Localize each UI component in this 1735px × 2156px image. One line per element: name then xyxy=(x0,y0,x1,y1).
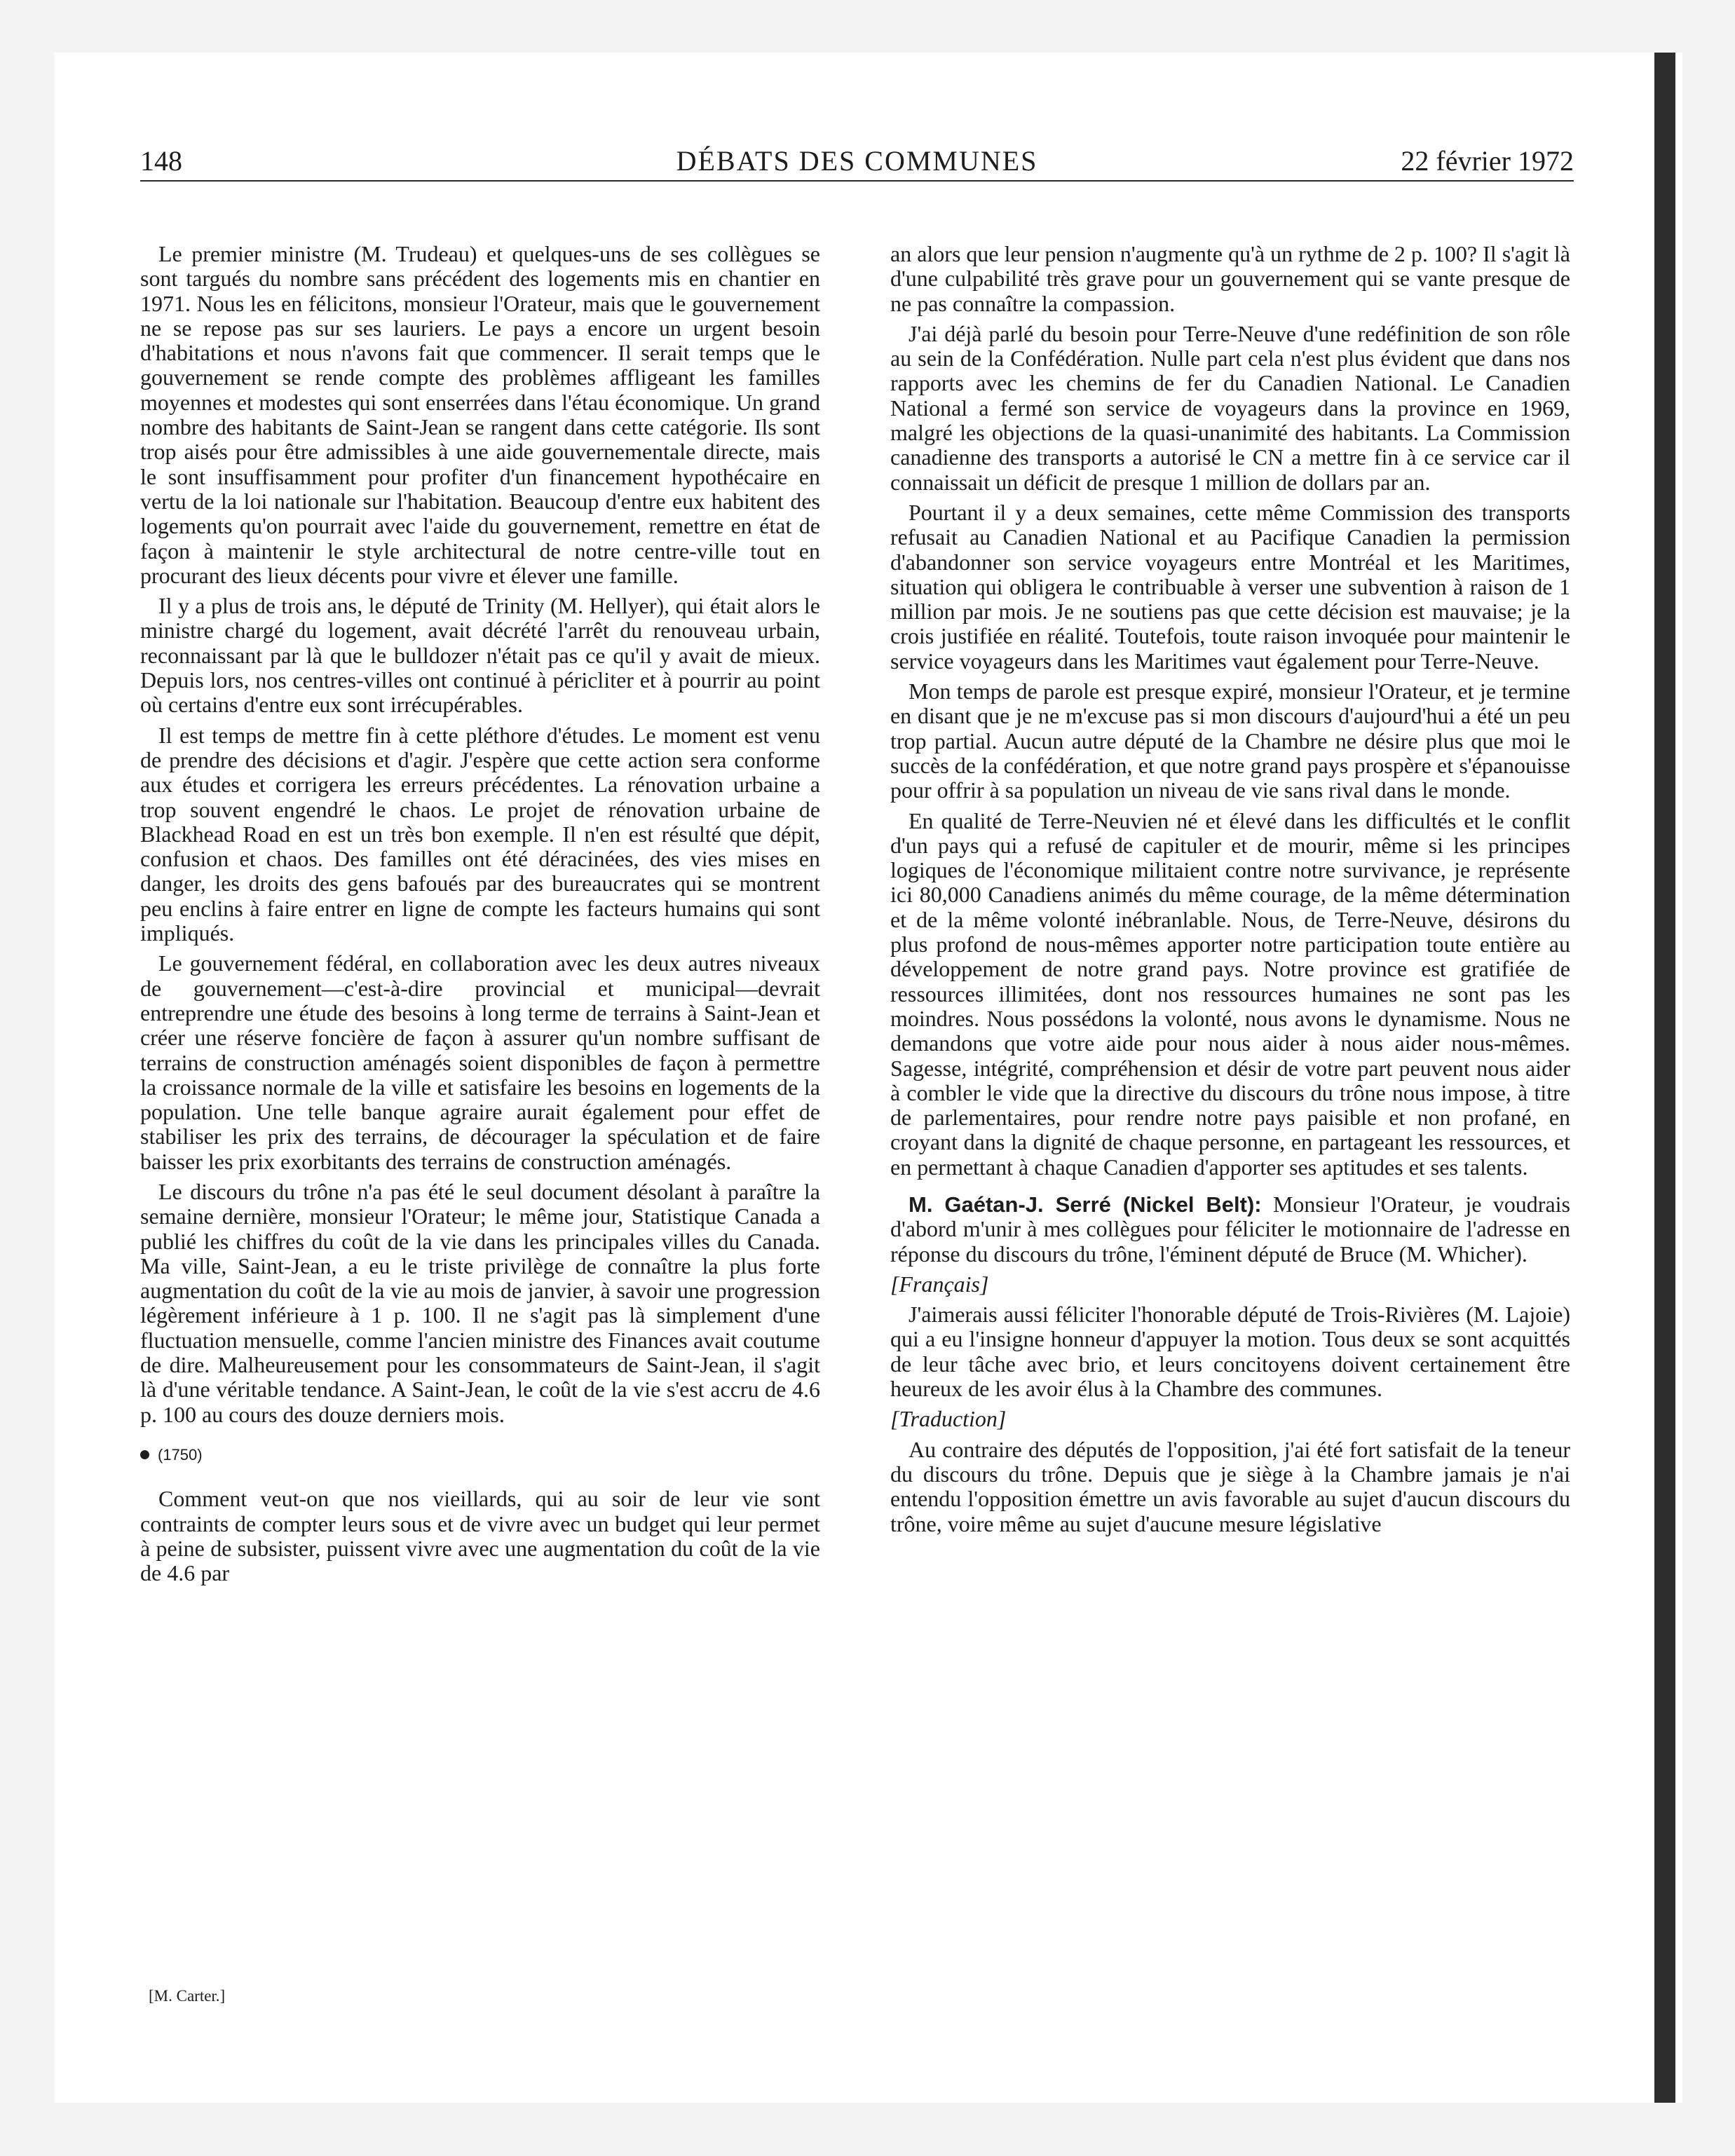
paragraph: J'aimerais aussi féliciter l'honorable député de Trois-Rivières (M. Lajoie) qui a eu l'insigne honneur d'appuyer la motion. Tous deux se sont acquittés de leur tâche avec brio, et leurs concitoyens doivent certainement être heureux de les avoir élus à la Chambre des communes. xyxy=(890,1302,1570,1402)
speaker-paragraph xyxy=(890,1192,1570,1267)
language-marker: [Français] xyxy=(890,1271,989,1297)
running-header xyxy=(140,144,1574,182)
paragraph: J'ai déjà parlé du besoin pour Terre-Neuve d'une redéfinition de son rôle au sein de la Confédération. Nulle part cela n'est plus évident que dans nos rapports avec les chemins de fer du Canadien National. Le Canadien National a fermé son service de voyageurs dans la province en 1969, malgré les objections de la quasi-unanimité des habitants. La Commission canadienne des transports a autorisé le CN a mettre fin à ce service car il connaissait un déficit de presque 1 million de dollars par an. xyxy=(890,320,1570,495)
left-column xyxy=(140,242,820,1591)
scan-border-bottom xyxy=(0,2103,1735,2156)
paragraph: an alors que leur pension n'augmente qu'à un rythme de 2 p. 100? Il s'agit là d'une culpabilité très grave pour un gouvernement qui se vante presque de ne pas connaître la compassion. xyxy=(890,241,1570,316)
paragraph: Le gouvernement fédéral, en collaboration avec les deux autres niveaux de gouvernement—c'est-à-dire provincial et municipal—devrait entreprendre une étude des besoins à long terme de terrains à Saint-Jean et créer une réserve foncière de façon à assurer qu'un nombre suffisant de terrains de construction aménagés soient disponibles de façon à permettre la croissance normale de la ville et satisfaire les besoins en logements de la population. Une telle banque agraire aurait également pour effet de stabiliser les prix des terrains, de décourager la spéculation et de faire baisser les prix exorbitants des terrains de construction aménagés. xyxy=(140,950,820,1174)
paragraph: Le premier ministre (M. Trudeau) et quelques-uns de ses collègues se sont targués du nombre sans précédent des logements mis en chantier en 1971. Nous les en félicitons, monsieur l'Orateur, mais que le gouvernement ne se repose pas sur ses lauriers. Le pays a encore un urgent besoin d'habitations et nous n'avons fait que commencer. Il serait temps que le gouvernement se rende compte des problèmes affligeant les familles moyennes et modestes qui sont enserrées dans l'étau économique. Un grand nombre des habitants de Saint-Jean se rangent dans cette catégorie. Ils sont trop aisés pour être admissibles à une aide gouvernementale directe, mais le sont insuffisamment pour profiter d'un financement hypothécaire en vertu de la loi nationale sur l'habitation. Beaucoup d'entre eux habitent des logements qu'on pourrait avec l'aide du gouvernement, remettre en état de façon à maintenir le style architectural de notre centre-ville tout en procurant des lieux décents pour vivre et élever une famille. xyxy=(140,241,820,588)
language-marker-text: Traduction xyxy=(899,1406,998,1432)
paragraph: Comment veut-on que nos vieillards, qui au soir de leur vie sont contraints de compter leurs sous et de vivre avec un budget qui leur permet à peine de subsister, puissent vivre avec une augmentation du coût de la vie de 4.6 par xyxy=(140,1486,820,1586)
right-column xyxy=(890,242,1570,1542)
paragraph: En qualité de Terre-Neuvien né et élevé dans les difficultés et le conflit d'un pays qui a refusé de capituler et de mourir, même si les principes logiques de l'économique militaient contre notre survivance, je représente ici 80,000 Canadiens animés du même courage, de la même détermination et de la même volonté inébranlable. Nous, de Terre-Neuve, désirons du plus profond de nous-mêmes apporter notre participation toute entière au développement de notre grand pays. Notre province est gratifiée de ressources illimitées, dont nos ressources humaines ne sont pas les moindres. Nous possédons la volonté, nous avons le dynamisme. Nous ne demandons que votre aide pour nous aider à nous aider nous-mêmes. Sagesse, intégrité, compréhension et désir de votre part peuvent nous aider à combler le vide que la directive du discours du trône nous impose, à titre de parlementaires, pour rendre notre pays paisible et non profané, en croyant dans la dignité de chaque personne, en partageant les ressources, et en permettant à chaque Canadien d'apporter ses aptitudes et ses talents. xyxy=(890,807,1570,1180)
speaker-text: Monsieur l'Orateur, je voudrais d'abord m'unir à mes collègues pour féliciter le motionnaire de l'adresse en réponse du discours du trône, l'éminent député de Bruce (M. Whicher). xyxy=(890,1191,1570,1267)
speaker-footer-note: [M. Carter.] xyxy=(149,1987,226,2005)
language-marker-text: Français xyxy=(899,1271,980,1297)
paragraph: Il y a plus de trois ans, le député de Trinity (M. Hellyer), qui était alors le ministre chargé du logement, avait décrété l'arrêt du renouveau urbain, reconnaissant par là que le bulldozer n'était pas ce qu'il y avait de mieux. Depuis lors, nos centres-villes ont continué à péricliter et à pourrir au point où certains d'entre eux sont irrécupérables. xyxy=(140,593,820,718)
time-marker-text: (1750) xyxy=(158,1445,203,1464)
language-marker: [Traduction] xyxy=(890,1406,1007,1432)
paragraph: Pourtant il y a deux semaines, cette même Commission des transports refusait au Canadien National et au Pacifique Canadien la permission d'abandonner son service voyageurs entre Montréal et les Maritimes, situation qui obligera le contribuable à verser une subvention à raison de 1 million par mois. Je ne soutiens pas que cette décision est mauvaise; je la crois justifiée en réalité. Toutefois, toute raison invoquée pour maintenir le service voyageurs dans les Maritimes vaut également pour Terre-Neuve. xyxy=(890,499,1570,674)
speaker-name: M. Gaétan-J. Serré (Nickel Belt): xyxy=(909,1192,1262,1217)
publication-title: DÉBATS DES COMMUNES xyxy=(676,145,1038,177)
page-edge-shadow xyxy=(1654,53,1675,2103)
paragraph: Le discours du trône n'a pas été le seul document désolant à paraître la semaine dernière, monsieur l'Orateur; le même jour, Statistique Canada a publié les chiffres du coût de la vie dans les principales villes du Canada. Ma ville, Saint-Jean, a eu le triste privilège de connaître la plus forte augmentation du coût de la vie au mois de janvier, à savoir une progression légèrement inférieure à 1 p. 100. Il ne s'agit pas là simplement d'une fluctuation mensuelle, comme l'ancien ministre des Finances avait coutume de dire. Malheureusement pour les consommateurs de Saint-Jean, il s'agit là d'une véritable tendance. A Saint-Jean, le coût de la vie s'est accru de 4.6 p. 100 au cours des douze derniers mois. xyxy=(140,1178,820,1427)
scan-border-top xyxy=(0,0,1735,53)
document-page xyxy=(140,144,1574,2036)
paragraph: Au contraire des députés de l'opposition, j'ai été fort satisfait de la teneur du discours du trône. Depuis que je siège à la Chambre jamais je n'ai entendu l'opposition émettre un avis favorable au sujet d'aucun discours du trône, voire même au sujet d'aucune mesure législative xyxy=(890,1436,1570,1536)
bullet-icon xyxy=(140,1450,149,1459)
scan-border-left xyxy=(0,0,55,2156)
publication-date: 22 février 1972 xyxy=(1401,145,1574,177)
paragraph: Il est temps de mettre fin à cette pléthore d'études. Le moment est venu de prendre des décisions et d'agir. J'espère que cette action sera conforme aux études et corrigera les erreurs précédentes. La rénovation urbaine a trop souvent engendré le chaos. Le projet de rénovation urbaine de Blackhead Road en est un très bon exemple. Il n'en est résulté que dépit, confusion et chaos. Des familles ont été déracinées, des vies mises en danger, les droits des gens bafoués par des bureaucrates qui se montrent peu enclins à faire entrer en ligne de compte les facteurs humains qui sont impliqués. xyxy=(140,722,820,946)
time-marker xyxy=(140,1442,820,1467)
page-number: 148 xyxy=(140,145,182,177)
paragraph: Mon temps de parole est presque expiré, monsieur l'Orateur, et je termine en disant que je ne m'excuse pas si mon discours d'aujourd'hui a été un peu trop partial. Aucun autre député de la Chambre ne désire plus que moi le succès de la confédération, et que notre grand pays prospère et s'épanouisse pour offrir à sa population un niveau de vie sans rival dans le monde. xyxy=(890,678,1570,803)
scan-border-right xyxy=(1682,0,1735,2156)
